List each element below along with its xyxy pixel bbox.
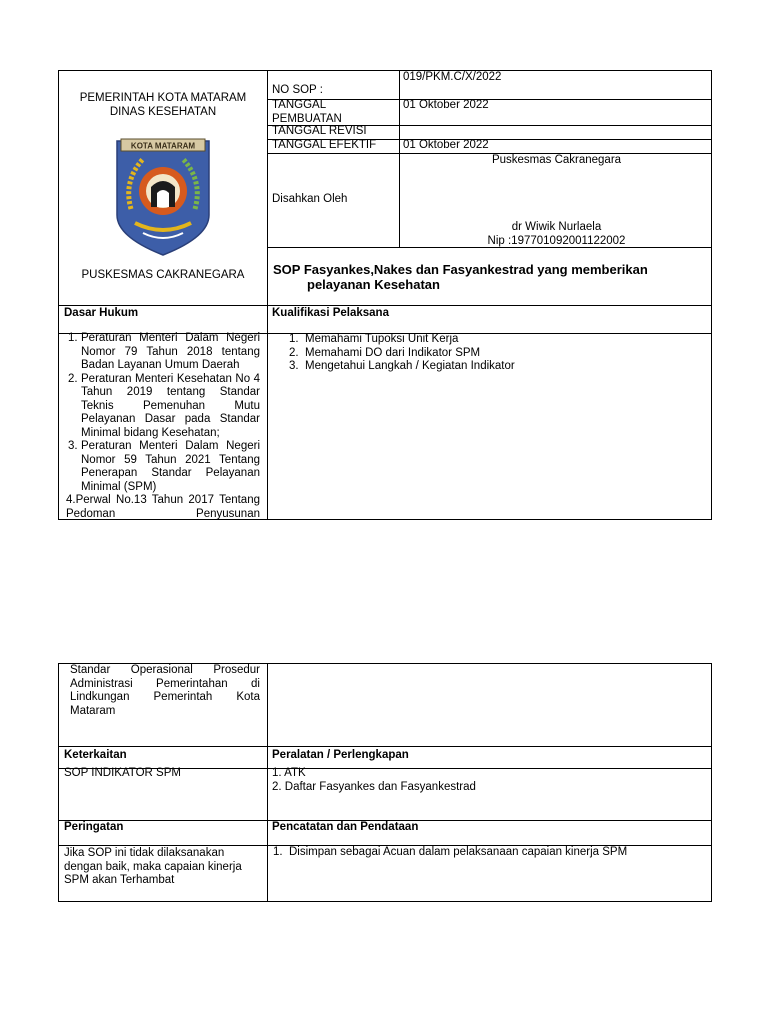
tgl-revisi-label: TANGGAL REVISI [272, 125, 367, 137]
pencatatan-heading: Pencatatan dan Pendataan [272, 821, 419, 833]
peringatan-heading: Peringatan [64, 821, 124, 833]
tgl-revisi-value-cell [399, 125, 712, 139]
kota-mataram-emblem [113, 137, 213, 257]
peralatan-heading-cell [267, 746, 712, 768]
peringatan-heading-cell [59, 820, 267, 845]
keterkaitan-content-cell [59, 768, 267, 820]
dasar-hukum-item: 2. Peraturan Menteri Kesehatan No 4 Tahun 2019 tentang Standar Teknis Pemenuhan Mutu Pelayanan Dasar pada Standar Minimal bidang Kesehatan; [68, 372, 260, 439]
dasar-hukum-item4-continued: Standar Operasional Prosedur Administrasi Pemerintahan di Lindkungan Pemerintah Kota Mataram [70, 664, 260, 717]
pencatatan-item: 1. Disimpan sebagai Acuan dalam pelaksanaan capaian kinerja SPM [273, 846, 628, 858]
peralatan-item: 1. ATK [272, 767, 306, 779]
sop-title-line1: SOP Fasyankes,Nakes dan Fasyankestrad yang memberikan [273, 262, 648, 277]
puskesmas-name: PUSKESMAS CAKRANEGARA [81, 269, 245, 281]
dasar-hukum-heading-cell [59, 305, 267, 333]
peralatan-heading: Peralatan / Perlengkapan [272, 749, 409, 761]
gov-name-line2: DINAS KESEHATAN [109, 106, 217, 118]
disahkan-value-cell [399, 153, 712, 247]
tgl-pembuatan-value-cell [399, 99, 712, 125]
no-sop-label: NO SOP : [272, 84, 323, 96]
keterkaitan-text: SOP INDIKATOR SPM [64, 767, 181, 779]
tgl-efektif-value: 01 Oktober 2022 [403, 139, 489, 151]
dasar-hukum-content-cell [59, 333, 267, 520]
gov-name-line1: PEMERINTAH KOTA MATARAM [79, 92, 247, 104]
dasar-hukum-item: 1. Peraturan Menteri Dalam Negeri Nomor 79 Tahun 2018 tentang Badan Layanan Umum Daerah [68, 332, 260, 371]
tgl-efektif-value-cell [399, 139, 712, 153]
sop-header-table [58, 70, 712, 520]
sop-label-cell [267, 71, 399, 99]
kualifikasi-heading-cell [267, 305, 712, 333]
kualifikasi-list [289, 333, 689, 374]
peralatan-content-cell [267, 768, 712, 820]
tgl-efektif-label: TANGGAL EFEKTIF [272, 139, 377, 151]
no-sop-value: 019/PKM.C/X/2022 [403, 71, 502, 83]
sop-title-cell [267, 247, 712, 305]
empty-cell [267, 664, 712, 746]
keterkaitan-heading-cell [59, 746, 267, 768]
tgl-revisi-label-cell [267, 125, 399, 139]
dasar-hukum-list [68, 332, 260, 521]
pencatatan-content-cell [267, 845, 712, 902]
sop-body-table [58, 663, 712, 902]
dasar-hukum-continued-cell [59, 664, 267, 746]
emblem-banner-text: KOTA MATARAM [130, 141, 196, 151]
peringatan-text: Jika SOP ini tidak dilaksanakan dengan baik, maka capaian kinerja SPM akan Terhambat [64, 847, 242, 886]
keterkaitan-heading: Keterkaitan [64, 749, 127, 761]
tgl-pembuatan-label-cell [267, 99, 399, 125]
signer-name: dr Wiwik Nurlaela [511, 221, 602, 233]
sop-title-line2: pelayanan Kesehatan [307, 277, 440, 292]
tgl-pembuatan-value: 01 Oktober 2022 [403, 99, 489, 111]
kualifikasi-item: 2. Memahami DO dari Indikator SPM [289, 346, 481, 359]
disahkan-org: Puskesmas Cakranegara [491, 154, 622, 166]
kualifikasi-item: 1. Memahami Tupoksi Unit Kerja [289, 333, 459, 345]
dasar-hukum-item: 3. Peraturan Menteri Dalam Negeri Nomor 59 Tahun 2021 Tentang Penerapan Standar Pelayanan Minimal (SPM) [68, 440, 260, 493]
sop-value-cell [399, 71, 712, 99]
kualifikasi-content-cell [267, 333, 712, 520]
disahkan-label: Disahkan Oleh [272, 193, 348, 205]
dasar-hukum-item: 4.Perwal No.13 Tahun 2017 Tentang Pedoman Penyusunan [66, 494, 260, 520]
tgl-efektif-label-cell [267, 139, 399, 153]
dasar-hukum-heading: Dasar Hukum [64, 307, 139, 319]
sop-title [273, 262, 648, 292]
signer-nip: Nip :197701092001122002 [487, 235, 626, 247]
peralatan-item: 2. Daftar Fasyankes dan Fasyankestrad [272, 781, 476, 793]
peringatan-content-cell [59, 845, 267, 902]
kualifikasi-item: 3. Mengetahui Langkah / Kegiatan Indikator [289, 360, 515, 372]
tgl-pembuatan-label: TANGGAL PEMBUATAN [272, 99, 342, 125]
gov-header-cell [59, 71, 267, 305]
pencatatan-heading-cell [267, 820, 712, 845]
disahkan-label-cell [267, 153, 399, 247]
kualifikasi-heading: Kualifikasi Pelaksana [272, 307, 389, 319]
